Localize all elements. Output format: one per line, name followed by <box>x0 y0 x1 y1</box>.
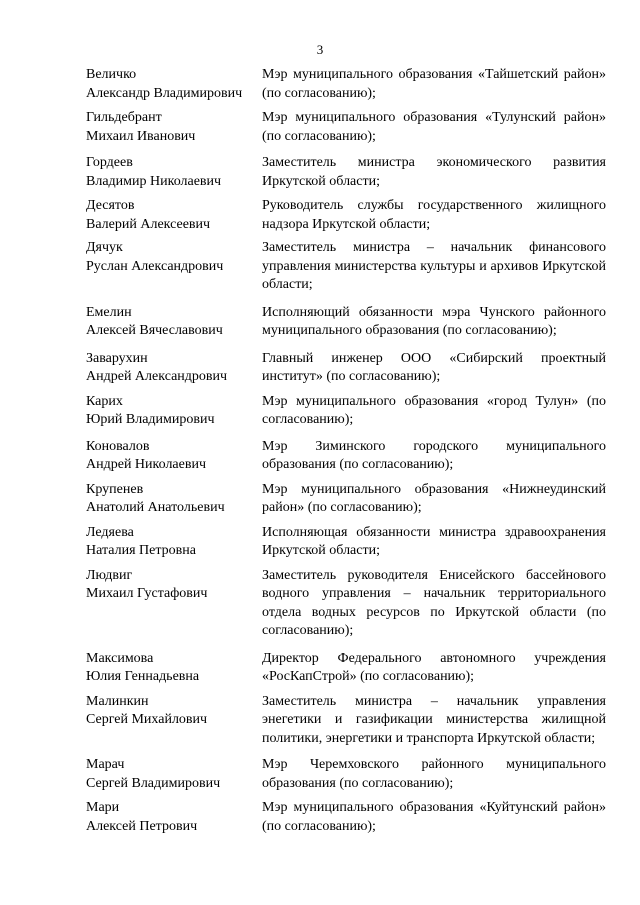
member-given-names: Михаил Иванович <box>86 128 196 144</box>
member-name <box>86 393 262 430</box>
member-surname: Гордеев <box>86 155 133 170</box>
member-surname: Крупенев <box>86 481 144 497</box>
list-item <box>86 693 606 749</box>
list-item <box>86 524 606 561</box>
member-given-names: Сергей Владимирович <box>86 775 221 791</box>
member-name <box>86 693 262 730</box>
member-given-names: Александр Владимирович <box>86 85 243 101</box>
member-given-names: Андрей Николаевич <box>86 457 206 472</box>
member-role: Заместитель министра – начальник управления энегетики и газификации министерства жилищной политики, энергетики и транспорта Иркутской области; <box>262 693 606 746</box>
member-role: Мэр муниципального образования «город Тулун» (по согласованию); <box>262 393 606 427</box>
member-name <box>86 481 262 518</box>
list-item <box>86 438 606 475</box>
list-item <box>86 197 606 234</box>
member-surname: Емелин <box>86 304 132 320</box>
member-surname: Карих <box>86 393 123 409</box>
member-surname: Мари <box>86 800 120 815</box>
member-given-names: Андрей Александрович <box>86 369 228 384</box>
member-role: Мэр муниципального образования «Тайшетский район» (по согласованию); <box>262 67 606 101</box>
member-role: Мэр Зиминского городского муниципального образования (по согласованию); <box>262 438 606 472</box>
member-surname: Гильдебрант <box>86 110 162 125</box>
member-name <box>86 197 262 234</box>
member-given-names: Анатолий Анатольевич <box>86 500 225 515</box>
member-surname: Людвиг <box>86 567 133 583</box>
member-name <box>86 799 262 836</box>
member-role: Директор Федерального автономного учреждения «РосКапСтрой» (по согласованию); <box>262 650 606 684</box>
member-given-names: Валерий Алексеевич <box>86 216 211 232</box>
member-given-names: Владимир Николаевич <box>86 173 222 189</box>
member-surname: Заварухин <box>86 350 148 366</box>
member-name <box>86 756 262 793</box>
list-item <box>86 481 606 518</box>
member-list <box>86 66 606 836</box>
list-item <box>86 154 606 191</box>
member-surname: Десятов <box>86 198 135 213</box>
list-item <box>86 799 606 836</box>
list-item <box>86 66 606 103</box>
member-role: Исполняющий обязанности мэра Чунского районного муниципального образования (по согласованию); <box>262 304 606 338</box>
member-role: Мэр Черемховского районного муниципального образования (по согласованию); <box>262 757 606 791</box>
member-role: Заместитель руководителя Енисейского бассейнового водного управления – начальник территориального отдела водных ресурсов по Иркутской области (по согласованию); <box>262 567 606 638</box>
member-name <box>86 350 262 387</box>
member-role: Главный инженер ООО «Сибирский проектный институт» (по согласованию); <box>262 350 606 384</box>
member-surname: Величко <box>86 67 137 82</box>
page-number: 3 <box>316 42 324 57</box>
member-role: Мэр муниципального образования «Тулунский район» (по согласованию); <box>262 110 606 144</box>
member-name <box>86 154 262 191</box>
member-surname: Дячук <box>86 240 123 255</box>
member-name <box>86 109 262 146</box>
list-item <box>86 350 606 387</box>
member-surname: Коновалов <box>86 438 150 454</box>
member-given-names: Михаил Густафович <box>86 586 208 601</box>
member-surname: Максимова <box>86 650 154 666</box>
member-role: Заместитель министра – начальник финансового управления министерства культуры и архивов Иркутской области; <box>262 240 606 292</box>
list-item <box>86 109 606 146</box>
member-name <box>86 567 262 604</box>
member-role: Мэр муниципального образования «Куйтунский район» (по согласованию); <box>262 800 606 834</box>
member-surname: Ледяева <box>86 524 134 540</box>
member-given-names: Алексей Вячеславович <box>86 323 223 338</box>
member-given-names: Наталия Петровна <box>86 543 196 558</box>
list-item <box>86 304 606 341</box>
member-role: Мэр муниципального образования «Нижнеудинский район» (по согласованию); <box>262 481 606 515</box>
list-item <box>86 756 606 793</box>
member-given-names: Алексей Петрович <box>86 818 198 834</box>
list-item <box>86 393 606 430</box>
member-given-names: Юлия Геннадьевна <box>86 669 200 684</box>
member-given-names: Сергей Михайлович <box>86 712 208 727</box>
member-surname: Марач <box>86 757 125 772</box>
member-name <box>86 524 262 561</box>
member-role: Заместитель министра экономического развития Иркутской области; <box>262 155 606 189</box>
list-item <box>86 650 606 687</box>
list-item <box>86 567 606 641</box>
member-name <box>86 66 262 103</box>
list-item <box>86 239 606 295</box>
member-name <box>86 650 262 687</box>
member-name <box>86 304 262 341</box>
member-name <box>86 438 262 475</box>
member-role: Исполняющая обязанности министра здравоохранения Иркутской области; <box>262 524 606 558</box>
member-role: Руководитель службы государственного жилищного надзора Иркутской области; <box>262 198 606 232</box>
member-surname: Малинкин <box>86 693 149 709</box>
member-given-names: Руслан Александрович <box>86 258 224 274</box>
member-given-names: Юрий Владимирович <box>86 412 215 427</box>
member-name <box>86 239 262 276</box>
